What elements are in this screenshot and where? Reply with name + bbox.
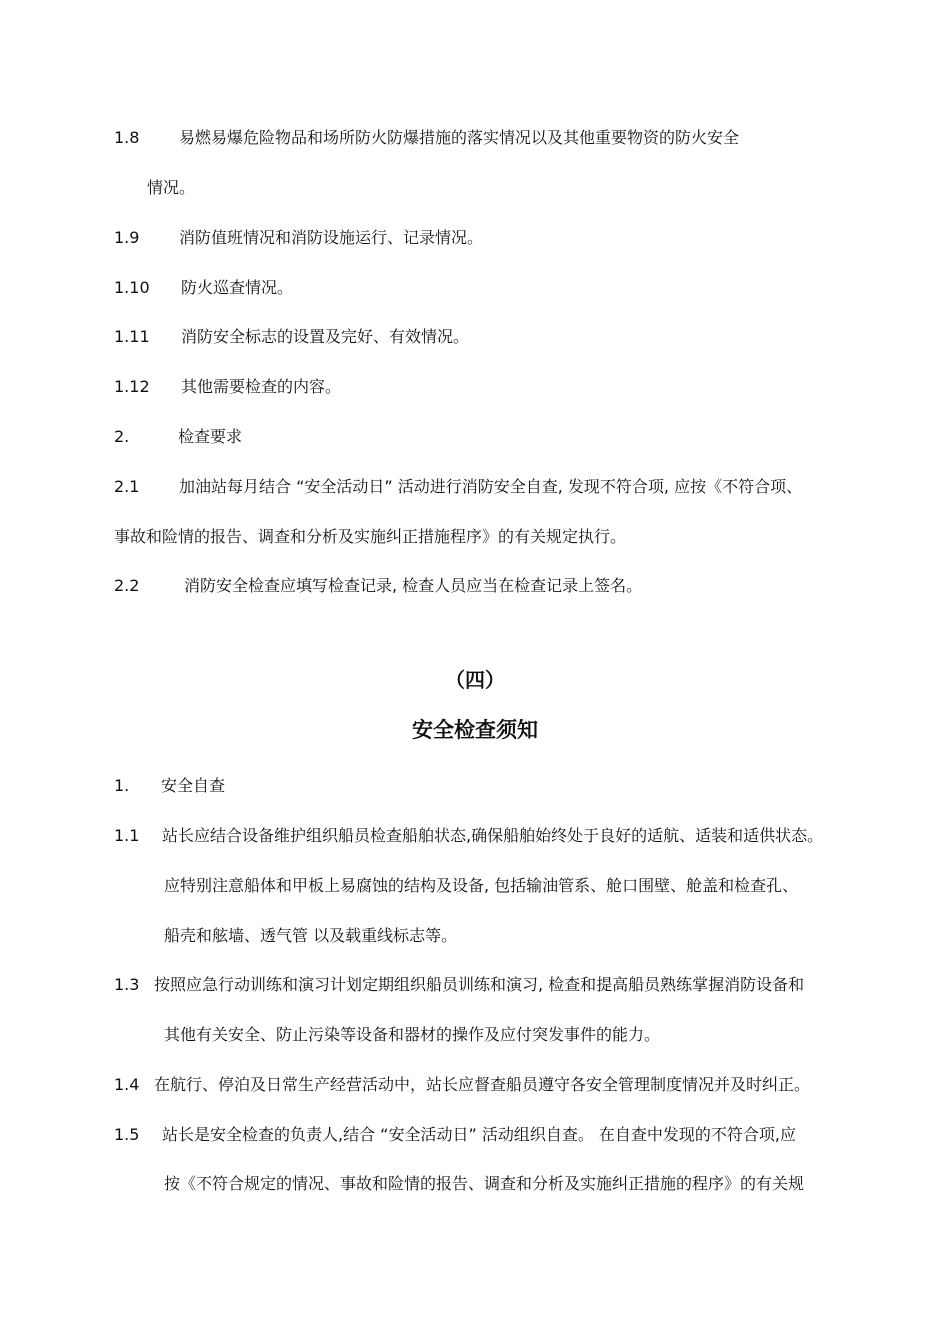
item-text: 安全自查 <box>161 776 226 795</box>
item-text: 易燃易爆危险物品和场所防火防爆措施的落实情况以及其他重要物资的防火安全 <box>179 128 740 147</box>
item-number: 1.3 <box>114 975 140 994</box>
item-text: 消防安全标志的设置及完好、有效情况。 <box>181 327 470 346</box>
item-text: 站长是安全检查的负责人,结合 “安全活动日” 活动组织自查。 在自查中发现的不符合项,应 <box>162 1125 797 1144</box>
item-text-continuation: 情况。 <box>147 178 196 197</box>
item-text: 其他需要检查的内容。 <box>181 377 342 396</box>
item-text-continuation: 应特别注意船体和甲板上易腐蚀的结构及设备, 包括输油管系、舱口围壁、舱盖和检查孔、 <box>164 876 799 895</box>
item-number: 1.9 <box>114 228 140 247</box>
item-text: 防火巡查情况。 <box>181 278 294 297</box>
item-number: 2.2 <box>114 576 140 595</box>
item-number: 1. <box>114 776 130 795</box>
item-text: 站长应结合设备维护组织船员检查船舶状态,确保船舶始终处于良好的适航、适装和适供状态。 <box>162 826 824 845</box>
item-number: 1.8 <box>114 128 140 147</box>
item-number: 2. <box>114 427 130 446</box>
section-title: 安全检查须知 <box>412 718 538 742</box>
item-text-continuation: 按《不符合规定的情况、事故和险情的报告、调查和分析及实施纠正措施的程序》的有关规 <box>164 1174 805 1193</box>
item-number: 1.1 <box>114 826 140 845</box>
item-text-continuation: 船壳和舷墙、透气管 以及载重线标志等。 <box>164 926 458 945</box>
item-number: 1.10 <box>114 278 150 297</box>
item-text: 加油站每月结合 “安全活动日” 活动进行消防安全自查, 发现不符合项, 应按《不符合项、 <box>179 477 803 496</box>
item-text-continuation: 其他有关安全、防止污染等设备和器材的操作及应付突发事件的能力。 <box>164 1025 661 1044</box>
item-text: 按照应急行动训练和演习计划定期组织船员训练和演习, 检查和提高船员熟练掌握消防设备和 <box>154 975 805 994</box>
item-text-continuation: 事故和险情的报告、调查和分析及实施纠正措施程序》的有关规定执行。 <box>114 527 627 546</box>
item-number: 1.11 <box>114 327 150 346</box>
item-text: 消防值班情况和消防设施运行、记录情况。 <box>179 228 484 247</box>
item-number: 1.12 <box>114 377 150 396</box>
item-text: 消防安全检查应填写检查记录, 检查人员应当在检查记录上签名。 <box>184 576 643 595</box>
item-number: 1.5 <box>114 1125 140 1144</box>
item-text: 在航行、停泊及日常生产经营活动中，站长应督查船员遵守各安全管理制度情况并及时纠正。 <box>154 1075 811 1094</box>
item-number: 2.1 <box>114 477 140 496</box>
section-number-heading: （四） <box>445 668 505 692</box>
item-number: 1.4 <box>114 1075 140 1094</box>
item-text: 检查要求 <box>178 427 243 446</box>
